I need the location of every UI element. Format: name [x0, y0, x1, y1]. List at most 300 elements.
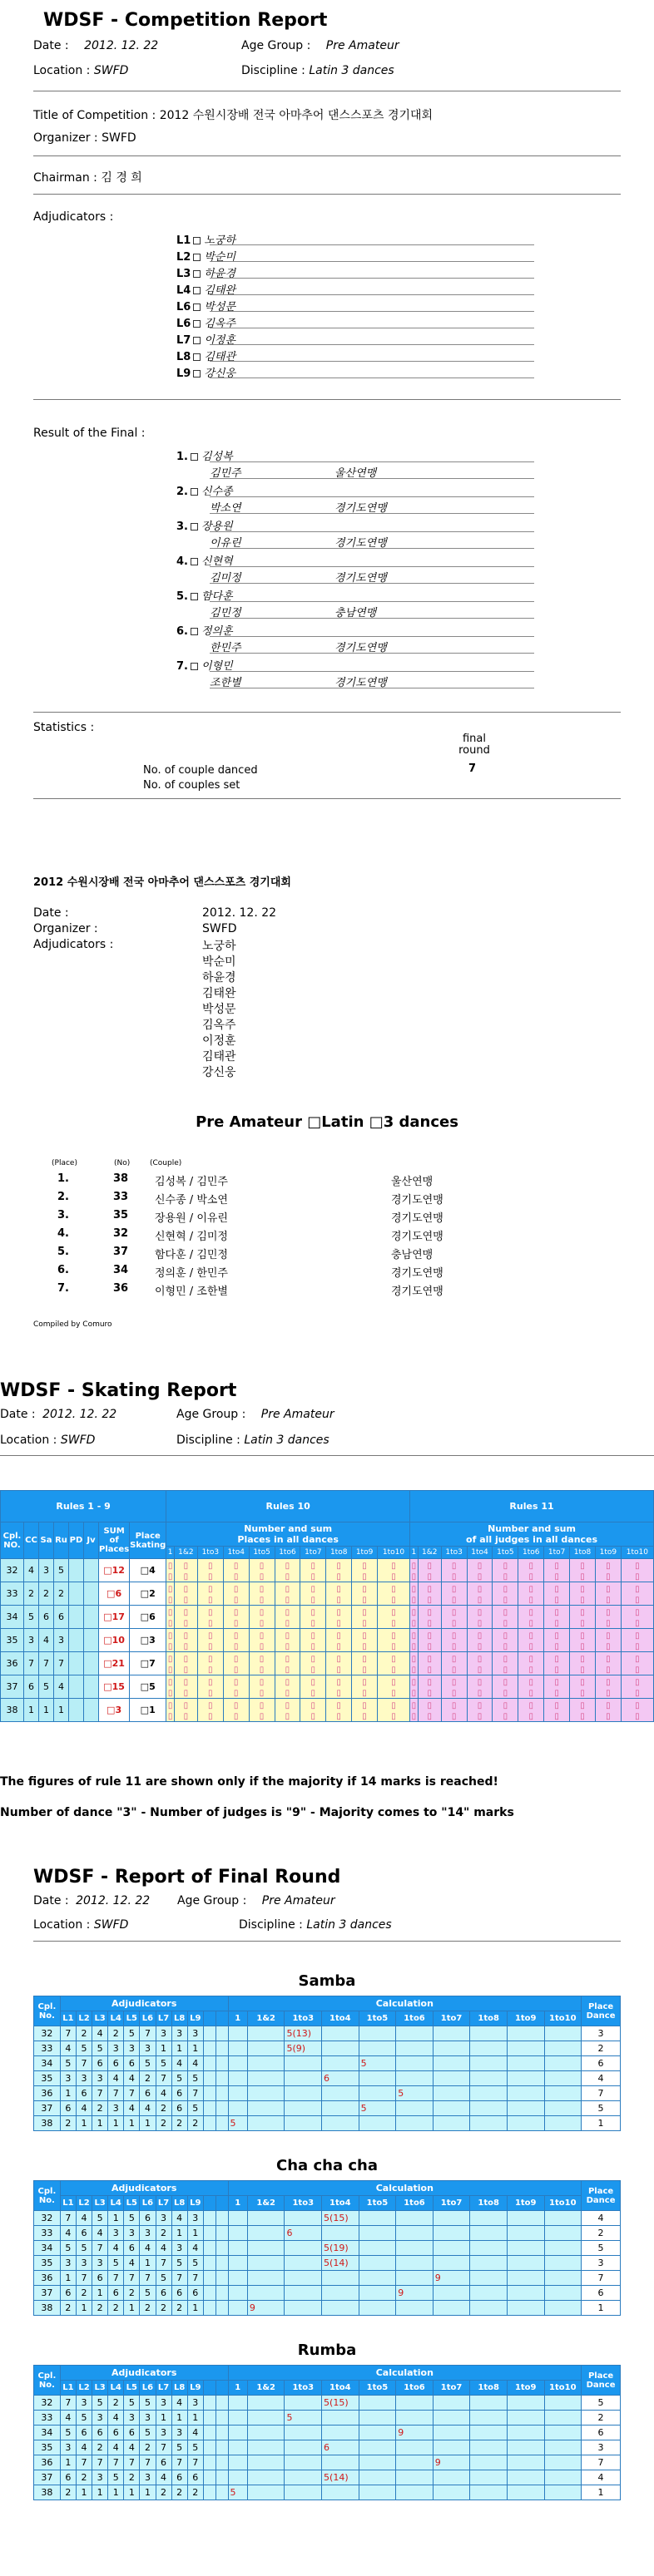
summary-no: 34 [113, 1264, 129, 1276]
calc-cell: 5 [396, 2086, 434, 2101]
calc-cell [228, 2226, 247, 2241]
calc-subheader: 1&2 [174, 1546, 197, 1558]
calc-cell [247, 2101, 285, 2116]
calc-cell [359, 2425, 396, 2440]
skating-cell-cc: 7 [24, 1652, 39, 1675]
calc-cell [544, 2256, 582, 2271]
rule11-cell: ▯ ▯ [570, 1652, 596, 1675]
calc-cell [470, 2455, 508, 2470]
judge-mark: 1 [92, 2485, 108, 2500]
result-row [176, 622, 534, 657]
skating-cell-place: □5 [130, 1675, 166, 1699]
calc-cell [247, 2286, 285, 2301]
calc-cell [285, 2241, 322, 2256]
judge-mark: 5 [171, 2440, 187, 2455]
mark-empty [203, 2411, 216, 2425]
judge-mark: 4 [124, 2101, 140, 2116]
result-place: 1. [176, 451, 188, 463]
calc-header: 1to9 [507, 2011, 544, 2026]
judge-mark: 2 [140, 2301, 156, 2316]
dance-row [34, 2455, 621, 2470]
adjudicators-header: Adjudicators [60, 1996, 228, 2011]
rule10-cell: ▯ ▯ [249, 1582, 275, 1606]
cpl-no: 35 [34, 2071, 61, 2086]
calc-cell [322, 2226, 359, 2241]
skating-cell-no: 37 [1, 1675, 24, 1699]
judge-mark: 5 [187, 2101, 203, 2116]
calc-cell [359, 2301, 396, 2316]
judge-mark: 2 [156, 2301, 171, 2316]
calc-cell [285, 2056, 322, 2071]
place-dance-header: Place Dance [582, 2366, 621, 2396]
calc-cell [396, 2211, 434, 2226]
skating-cell-place: □7 [130, 1652, 166, 1675]
judge-mark: 7 [140, 2455, 156, 2470]
calc-cell [470, 2411, 508, 2425]
skating-cell-jv [84, 1582, 99, 1606]
mark-empty [216, 2440, 228, 2455]
calc-header: 1to10 [544, 2196, 582, 2211]
calc-header: 1to5 [359, 2196, 396, 2211]
summary-couple: 장용원 / 이유린 [155, 1212, 228, 1225]
adjudicator-name: 박성문 [204, 301, 236, 313]
calc-cell [507, 2301, 544, 2316]
summary-no: 32 [113, 1227, 129, 1240]
rule10-cell: ▯ ▯ [223, 1606, 249, 1629]
judge-mark: 2 [140, 2071, 156, 2086]
judge-mark: 2 [156, 2116, 171, 2131]
skating-date-label: Date : [0, 1408, 36, 1421]
underline [210, 311, 534, 312]
rule11-cell: ▯ ▯ [493, 1699, 518, 1722]
calc-cell [247, 2271, 285, 2286]
adjudicator-name: 김옥주 [204, 318, 236, 330]
rule10-cell: ▯ ▯ [249, 1675, 275, 1699]
judge-mark: 6 [92, 2271, 108, 2286]
calc-cell [247, 2256, 285, 2271]
place-dance: 5 [582, 2241, 621, 2256]
mark-empty [203, 2056, 216, 2071]
judge-header-empty [216, 2011, 228, 2026]
place-dance: 3 [582, 2026, 621, 2041]
skating-discipline-label: Discipline : [176, 1434, 240, 1447]
rule11-cell: ▯ ▯ [410, 1559, 419, 1582]
calc-header: 1to7 [433, 2011, 470, 2026]
rule11-cell: ▯ ▯ [493, 1559, 518, 1582]
rule10-cell: ▯ ▯ [223, 1559, 249, 1582]
rule10-cell: ▯ ▯ [197, 1652, 223, 1675]
judge-mark: 7 [187, 2086, 203, 2101]
judge-mark: 3 [60, 2440, 76, 2455]
judge-mark: 5 [171, 2071, 187, 2086]
calc-subheader: 1to6 [275, 1546, 300, 1558]
judge-mark: 6 [76, 2226, 92, 2241]
rule11-cell: ▯ ▯ [570, 1699, 596, 1722]
calc-subheader: 1to8 [570, 1546, 596, 1558]
skating-date-row [0, 1408, 116, 1421]
judge-mark: 7 [156, 2256, 171, 2271]
place-dance: 1 [582, 2116, 621, 2131]
summary-place: 3. [57, 1209, 69, 1221]
calc-cell [433, 2041, 470, 2056]
rules10-subheader-line2: Places in all dances [237, 1533, 339, 1545]
underline [210, 294, 534, 295]
judge-header: L8 [171, 2011, 187, 2026]
judge-mark: 6 [76, 2086, 92, 2101]
calc-cell [228, 2056, 247, 2071]
adjudicators-header: Adjudicators [60, 2366, 228, 2381]
skating-cell-sum: □6 [99, 1582, 130, 1606]
dance-title: Cha cha cha [276, 2157, 378, 2174]
rule10-cell: ▯ ▯ [378, 1582, 410, 1606]
judge-mark: 1 [76, 2485, 92, 2500]
rule10-cell: ▯ ▯ [249, 1629, 275, 1652]
skating-cell-place: □4 [130, 1559, 166, 1582]
judge-mark: 4 [108, 2241, 124, 2256]
judge-mark: 3 [60, 2256, 76, 2271]
fr-age-label: Age Group : [177, 1894, 247, 1907]
cpl-no: 37 [34, 2101, 61, 2116]
judge-mark: 6 [60, 2470, 76, 2485]
result-place: 2. [176, 486, 188, 498]
judge-mark: 4 [140, 2241, 156, 2256]
skating-row [1, 1629, 654, 1652]
summary-organizer-value: SWFD [202, 922, 237, 935]
rule11-cell: ▯ ▯ [467, 1675, 493, 1699]
mark-empty [203, 2455, 216, 2470]
calc-cell [228, 2241, 247, 2256]
summary-row [33, 1172, 533, 1191]
judge-header: L8 [171, 2196, 187, 2211]
summary-couple-header: (Couple) [150, 1159, 182, 1167]
calc-cell [470, 2301, 508, 2316]
calc-header: 1to6 [396, 2381, 434, 2396]
skating-row [1, 1652, 654, 1675]
summary-no: 33 [113, 1191, 129, 1203]
calc-cell [507, 2411, 544, 2425]
column-header: PD [69, 1522, 84, 1559]
partner-a: 이형민 [201, 660, 233, 673]
calc-cell [507, 2455, 544, 2470]
cpl-no: 32 [34, 2026, 61, 2041]
age-value: Pre Amateur [325, 39, 399, 52]
rule11-cell: ▯ ▯ [518, 1699, 544, 1722]
calculation-header: Calculation [228, 2366, 582, 2381]
calc-cell [433, 2396, 470, 2411]
skating-cell-cc: 6 [24, 1675, 39, 1699]
calc-cell: 9 [396, 2425, 434, 2440]
judge-mark: 5 [140, 2396, 156, 2411]
judge-mark: 3 [92, 2470, 108, 2485]
judge-mark: 3 [187, 2396, 203, 2411]
rule11-cell: ▯ ▯ [544, 1652, 570, 1675]
rule10-cell: ▯ ▯ [174, 1582, 197, 1606]
calc-cell [359, 2026, 396, 2041]
calc-cell [322, 2101, 359, 2116]
judge-mark: 2 [124, 2470, 140, 2485]
adjudicator-name: 노궁하 [204, 234, 236, 247]
report-title: WDSF - Competition Report [43, 10, 328, 31]
rule11-cell: ▯ ▯ [570, 1582, 596, 1606]
fr-age-value: Pre Amateur [261, 1894, 335, 1907]
calc-cell: 6 [322, 2440, 359, 2455]
judge-mark: 5 [140, 2056, 156, 2071]
adjudicator-name: 김태완 [204, 284, 236, 297]
skating-row [1, 1582, 654, 1606]
result-region: 경기도연맹 [334, 677, 387, 689]
dance-row [34, 2286, 621, 2301]
rule10-cell: ▯ ▯ [275, 1582, 300, 1606]
judge-mark: 2 [171, 2116, 187, 2131]
judge-mark: 1 [124, 2116, 140, 2131]
judge-mark: 5 [108, 2470, 124, 2485]
rule11-cell: ▯ ▯ [570, 1629, 596, 1652]
calc-cell [470, 2226, 508, 2241]
fr-date-row [33, 1894, 150, 1907]
calc-subheader: 1to7 [300, 1546, 326, 1558]
chairman-value: 김 경 희 [101, 171, 142, 185]
rule10-cell: ▯ ▯ [223, 1652, 249, 1675]
calc-cell [470, 2286, 508, 2301]
calc-cell [285, 2440, 322, 2455]
mark-empty [216, 2116, 228, 2131]
rule11-cell: ▯ ▯ [467, 1606, 493, 1629]
partner-a: 장용원 [201, 521, 233, 533]
calc-cell [507, 2470, 544, 2485]
competition-title: 2012 수원시장배 전국 아마추어 댄스스포츠 경기대회 [159, 109, 434, 122]
age-row [241, 39, 399, 52]
calc-cell [396, 2116, 434, 2131]
calc-cell [433, 2226, 470, 2241]
judge-mark: 5 [60, 2056, 76, 2071]
judge-mark: 5 [92, 2041, 108, 2056]
judge-mark: 2 [156, 2226, 171, 2241]
mark-empty [203, 2086, 216, 2101]
result-row [176, 517, 534, 552]
judge-mark: 6 [124, 2425, 140, 2440]
judge-header: L9 [187, 2196, 203, 2211]
summary-place-header: (Place) [52, 1159, 77, 1167]
rule10-cell: ▯ ▯ [275, 1629, 300, 1652]
judge-mark: 3 [92, 2411, 108, 2425]
judge-mark: 6 [140, 2211, 156, 2226]
skating-cell-cc: 4 [24, 1559, 39, 1582]
calc-cell [285, 2071, 322, 2086]
judge-mark: 7 [156, 2440, 171, 2455]
judge-mark: 4 [187, 2241, 203, 2256]
judge-mark: 6 [76, 2425, 92, 2440]
judge-mark: 5 [187, 2256, 203, 2271]
fr-discipline-value: Latin 3 dances [306, 1918, 392, 1932]
cpl-no: 32 [34, 2396, 61, 2411]
judge-mark: 6 [92, 2425, 108, 2440]
rule10-cell: ▯ ▯ [352, 1629, 378, 1652]
rule10-cell: ▯ ▯ [300, 1652, 326, 1675]
calc-cell [507, 2485, 544, 2500]
judge-mark: 5 [60, 2241, 76, 2256]
judge-mark: 3 [171, 2425, 187, 2440]
rule11-cell: ▯ ▯ [518, 1559, 544, 1582]
judge-header: L4 [108, 2381, 124, 2396]
partner-b: 이유린 [210, 537, 241, 550]
judge-header-empty [203, 2381, 216, 2396]
dance-title: Rumba [297, 2342, 357, 2359]
mark-empty [216, 2241, 228, 2256]
calc-cell [359, 2086, 396, 2101]
summary-place: 4. [57, 1227, 69, 1240]
calc-cell [470, 2056, 508, 2071]
result-place: 3. [176, 521, 188, 533]
rule10-cell: ▯ ▯ [352, 1559, 378, 1582]
summary-row [33, 1227, 533, 1246]
calc-cell [470, 2026, 508, 2041]
rule10-cell: ▯ ▯ [249, 1606, 275, 1629]
judge-mark: 4 [76, 2101, 92, 2116]
calc-cell [228, 2086, 247, 2101]
judge-mark: 2 [108, 2026, 124, 2041]
rule11-cell: ▯ ▯ [493, 1675, 518, 1699]
judge-mark: 5 [108, 2256, 124, 2271]
mark-empty [216, 2101, 228, 2116]
dance-row [34, 2211, 621, 2226]
checkbox-icon [193, 337, 201, 344]
rule11-cell: ▯ ▯ [544, 1606, 570, 1629]
judge-mark: 1 [156, 2411, 171, 2425]
judge-mark: 6 [171, 2286, 187, 2301]
checkbox-icon [191, 593, 198, 600]
judge-mark: 2 [156, 2101, 171, 2116]
calc-cell [544, 2286, 582, 2301]
calc-cell [433, 2286, 470, 2301]
judge-mark: 4 [108, 2071, 124, 2086]
calc-cell [433, 2440, 470, 2455]
calc-cell [507, 2226, 544, 2241]
result-list [176, 447, 534, 692]
calc-cell: 5(9) [285, 2041, 322, 2056]
rule11-cell: ▯ ▯ [621, 1629, 653, 1652]
judge-header: L1 [60, 2011, 76, 2026]
fr-discipline-row [239, 1918, 392, 1932]
rule10-cell: ▯ ▯ [174, 1652, 197, 1675]
judge-mark: 1 [187, 2301, 203, 2316]
rule11-cell: ▯ ▯ [518, 1629, 544, 1652]
checkbox-icon [191, 488, 198, 496]
judge-mark: 6 [187, 2286, 203, 2301]
summary-couple: 정의훈 / 한민주 [155, 1267, 228, 1280]
judge-mark: 4 [171, 2396, 187, 2411]
calc-cell [322, 2116, 359, 2131]
judge-mark: 7 [92, 2241, 108, 2256]
calc-cell [228, 2301, 247, 2316]
cpl-no: 35 [34, 2440, 61, 2455]
rule11-cell: ▯ ▯ [570, 1675, 596, 1699]
calc-cell [507, 2101, 544, 2116]
judge-mark: 3 [76, 2071, 92, 2086]
judge-mark: 1 [60, 2455, 76, 2470]
checkbox-icon [193, 287, 201, 294]
skating-cell-pd [69, 1699, 84, 1722]
adjudicator-row [176, 264, 534, 281]
calc-cell [247, 2086, 285, 2101]
calc-cell [433, 2116, 470, 2131]
calc-cell [396, 2396, 434, 2411]
judge-mark: 4 [60, 2041, 76, 2056]
calc-cell [228, 2211, 247, 2226]
rule10-cell: ▯ ▯ [275, 1675, 300, 1699]
calc-cell [544, 2211, 582, 2226]
calc-cell [322, 2271, 359, 2286]
header-row [34, 2381, 621, 2396]
skating-cell-pd [69, 1652, 84, 1675]
mark-empty [216, 2455, 228, 2470]
calc-cell [507, 2396, 544, 2411]
calc-header: 1to10 [544, 2011, 582, 2026]
calc-cell [322, 2086, 359, 2101]
judge-mark: 2 [60, 2485, 76, 2500]
adjudicator-code: L2 [176, 251, 191, 264]
calc-cell: 5(14) [322, 2470, 359, 2485]
dance-row [34, 2440, 621, 2455]
calc-cell [359, 2470, 396, 2485]
statistics-label: Statistics : [33, 721, 95, 734]
judge-mark: 3 [60, 2071, 76, 2086]
judge-mark: 5 [76, 2411, 92, 2425]
judge-mark: 4 [187, 2056, 203, 2071]
skating-cell-no: 38 [1, 1699, 24, 1722]
calc-cell [544, 2226, 582, 2241]
competition-row [33, 106, 433, 123]
underline [210, 278, 534, 279]
underline [210, 461, 534, 462]
competition-label: Title of Competition : [33, 109, 156, 122]
calc-cell [396, 2440, 434, 2455]
location-value: SWFD [93, 64, 129, 77]
mark-empty [216, 2071, 228, 2086]
skating-age-row [176, 1408, 334, 1421]
calc-cell [544, 2425, 582, 2440]
rule11-cell: ▯ ▯ [570, 1559, 596, 1582]
adjudicator-code: L6 [176, 301, 191, 313]
calc-cell [544, 2056, 582, 2071]
judge-mark: 2 [92, 2301, 108, 2316]
cpl-no: 36 [34, 2455, 61, 2470]
calc-header: 1to4 [322, 2011, 359, 2026]
date-label: Date : [33, 39, 69, 52]
rule11-cell: ▯ ▯ [595, 1606, 621, 1629]
calc-cell [247, 2041, 285, 2056]
skating-cell-no: 35 [1, 1629, 24, 1652]
mark-empty [203, 2470, 216, 2485]
rule10-cell: ▯ ▯ [249, 1699, 275, 1722]
skating-cell-sum: □17 [99, 1606, 130, 1629]
mark-empty [216, 2396, 228, 2411]
mark-empty [203, 2396, 216, 2411]
judge-mark: 4 [108, 2411, 124, 2425]
rule10-cell: ▯ ▯ [166, 1699, 175, 1722]
calc-cell [285, 2116, 322, 2131]
underline [210, 361, 534, 362]
judge-mark: 1 [187, 2041, 203, 2056]
dance-row [34, 2271, 621, 2286]
result-region: 경기도연맹 [334, 537, 387, 550]
mark-empty [216, 2425, 228, 2440]
skating-location-label: Location : [0, 1434, 57, 1447]
cpl-no: 34 [34, 2425, 61, 2440]
place-dance: 2 [582, 2041, 621, 2056]
rule11-cell: ▯ ▯ [493, 1606, 518, 1629]
calc-subheader: 1to9 [595, 1546, 621, 1558]
rule10-cell: ▯ ▯ [326, 1582, 352, 1606]
